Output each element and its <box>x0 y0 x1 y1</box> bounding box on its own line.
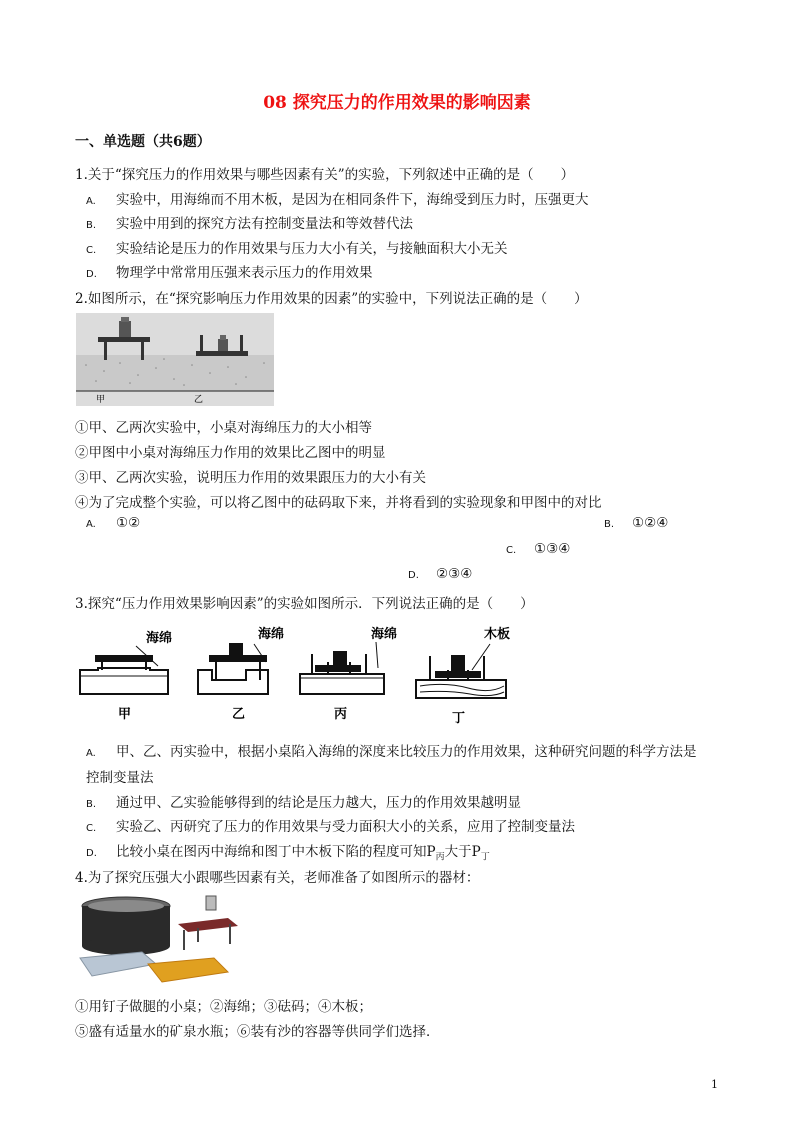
option-label: A. <box>86 196 96 207</box>
option-text: 通过甲、乙实验能够得到的结论是压力越大，压力的作用效果越明显 <box>116 795 521 811</box>
option-text: 实验中，用海绵而不用木板，是因为在相同条件下，海绵受到压力时，压强更大 <box>116 192 589 208</box>
question-1-stem: 1.关于“探究压力的作用效果与哪些因素有关”的实验，下列叙述中正确的是（ ） <box>75 167 575 183</box>
subscript-bing: 丙 <box>435 852 445 863</box>
q1-option-d <box>86 261 373 281</box>
q1-option-a <box>86 188 589 208</box>
q3-fig-label-bing: 丙 <box>334 707 348 722</box>
q3-option-c <box>86 815 575 835</box>
option-label: A. <box>86 519 96 530</box>
option-label: A. <box>86 748 96 759</box>
q4-line-1: ①用钉子做腿的小桌；②海绵；③砝码；④木板； <box>75 999 372 1015</box>
option-label: D. <box>86 848 97 859</box>
option-text: ②③④ <box>436 566 473 582</box>
q3-fig-label-jia: 甲 <box>118 707 132 722</box>
q4-line-2: ⑤盛有适量水的矿泉水瓶；⑥装有沙的容器等供同学们选择． <box>75 1024 440 1040</box>
q3-option-d <box>86 840 490 863</box>
option-text-a: 比较小桌在图丙中海绵和图丁中木板下陷的程度可知P <box>116 844 436 860</box>
q3-fig-label-yi: 乙 <box>232 707 246 722</box>
option-text: ①③④ <box>534 541 571 557</box>
option-text-b: 大于P <box>444 844 481 860</box>
q2-statement-1: ①甲、乙两次实验中，小桌对海绵压力的大小相等 <box>75 420 372 436</box>
q2-option-a <box>86 515 140 531</box>
q3-option-b <box>86 791 521 811</box>
q2-figure-sponge-tables <box>76 313 274 406</box>
option-text: 物理学中常常用压强来表示压力的作用效果 <box>116 265 373 281</box>
option-text: 实验中用到的探究方法有控制变量法和等效替代法 <box>116 216 413 232</box>
option-label: C. <box>506 545 517 556</box>
question-4-stem: 4.为了探究压强大小跟哪些因素有关，老师准备了如图所示的器材： <box>75 870 480 886</box>
q3-option-a <box>86 740 697 760</box>
q1-option-b <box>86 212 413 232</box>
q2-option-d <box>408 566 472 582</box>
option-text: 实验结论是压力的作用效果与压力大小有关，与接触面积大小无关 <box>116 241 508 257</box>
q2-fig-label-yi: 乙 <box>194 395 204 405</box>
q2-statement-3: ③甲、乙两次实验，说明压力作用的效果跟压力的大小有关 <box>75 470 426 486</box>
section-heading: 一、单选题（共6题） <box>75 134 211 150</box>
option-label: D. <box>86 269 97 280</box>
q3-fig-label-ding: 丁 <box>452 711 466 724</box>
option-label: C. <box>86 245 97 256</box>
q2-fig-label-jia: 甲 <box>96 395 106 405</box>
question-3-stem: 3.探究“压力作用效果影响因素”的实验如图所示．下列说法正确的是（ ） <box>75 596 534 612</box>
option-text: 甲、乙、丙实验中，根据小桌陷入海绵的深度来比较压力的作用效果，这种研究问题的科学方法是 <box>116 744 697 760</box>
page-number: 1 <box>711 1078 718 1091</box>
q2-statement-2: ②甲图中小桌对海绵压力作用的效果比乙图中的明显 <box>75 445 386 461</box>
option-text: 实验乙、丙研究了压力的作用效果与受力面积大小的关系，应用了控制变量法 <box>116 819 575 835</box>
q1-option-c <box>86 237 508 257</box>
option-label: C. <box>86 823 97 834</box>
q3-callout-sponge-1: 海绵 <box>146 631 173 646</box>
page-title: 08 探究压力的作用效果的影响因素 <box>263 93 531 113</box>
q3-callout-sponge-2: 海绵 <box>258 627 285 642</box>
q3-option-a-continued: 控制变量法 <box>86 770 154 786</box>
option-label: B. <box>86 220 97 231</box>
q3-callout-sponge-3: 海绵 <box>371 627 398 642</box>
question-2-stem: 2.如图所示，在“探究影响压力作用效果的因素”的实验中，下列说法正确的是（ ） <box>75 291 588 307</box>
q3-callout-board: 木板 <box>484 627 511 642</box>
option-label: B. <box>86 799 97 810</box>
option-label: B. <box>604 519 615 530</box>
q4-figure-equipment <box>78 892 238 987</box>
q2-option-b <box>604 515 668 531</box>
option-text: ①②④ <box>632 515 669 531</box>
option-text: ①② <box>116 515 141 531</box>
q2-option-c <box>506 541 570 557</box>
q3-figure-four-setups <box>76 622 512 724</box>
q2-statement-4: ④为了完成整个实验，可以将乙图中的砝码取下来，并将看到的实验现象和甲图中的对比 <box>75 495 602 511</box>
subscript-ding: 丁 <box>480 852 490 863</box>
option-label: D. <box>408 570 419 581</box>
